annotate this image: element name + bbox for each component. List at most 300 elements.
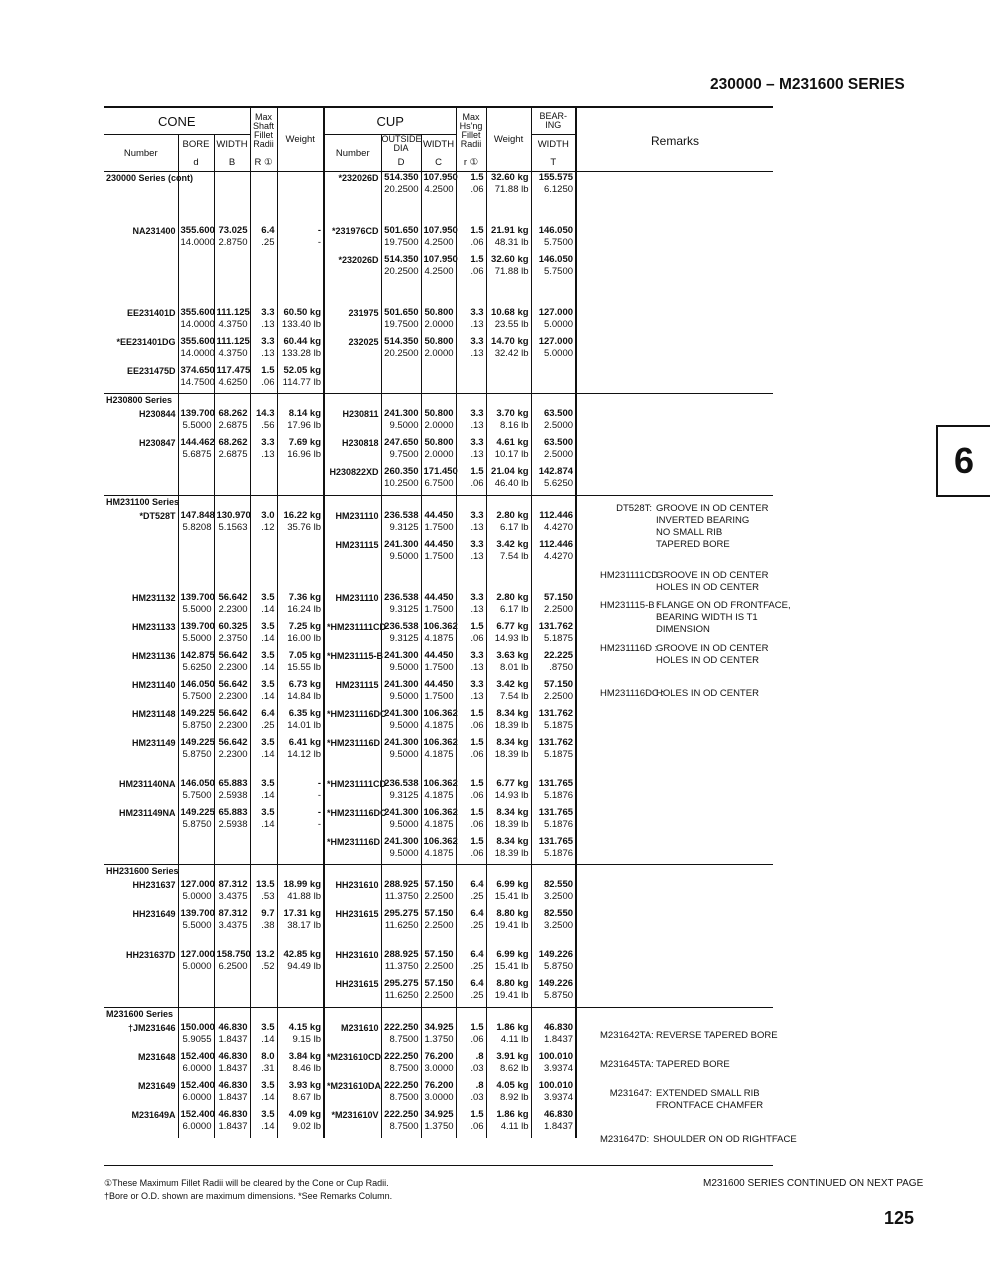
remarks-cell — [576, 836, 773, 865]
table-row — [104, 978, 773, 1007]
housing-radius: .8 .03 — [456, 1080, 486, 1109]
cone-width — [214, 865, 250, 880]
cup-width: 107.950 4.2500 — [421, 254, 456, 283]
cup-weight: 10.68 kg 23.55 lb — [486, 307, 531, 336]
remark-text: FRONTFACE CHAMFER — [656, 1100, 764, 1111]
remark-code: HM231116D : — [600, 643, 658, 654]
outside-dia: 236.538 9.3125 — [381, 510, 421, 539]
cup-weight: 21.91 kg 48.31 lb — [486, 225, 531, 254]
remark-text: INVERTED BEARING — [656, 515, 750, 526]
cone-width — [214, 1007, 250, 1022]
bearing-width: 46.830 1.8437 — [531, 1109, 576, 1138]
cup-number: *M231610V — [324, 1109, 381, 1138]
remark-code: M231647D: — [600, 1134, 650, 1145]
remarks-cell — [576, 307, 773, 336]
bearing-width — [531, 394, 576, 409]
cup-width — [421, 865, 456, 880]
cup-number: H230822XD — [324, 466, 381, 495]
cup-number: HH231615 — [324, 978, 381, 1007]
remark-entry — [600, 570, 772, 594]
bore: 149.225 5.8750 — [178, 708, 214, 737]
cup-weight: 8.34 kg 18.39 lb — [486, 807, 531, 836]
bearing-width: 100.010 3.9374 — [531, 1051, 576, 1080]
shaft-radius — [250, 836, 277, 865]
cone-number: HM231149 — [131, 737, 176, 748]
cone-number: HM231149NA — [118, 807, 176, 818]
housing-radius — [456, 1007, 486, 1022]
housing-radius: 6.4 .25 — [456, 949, 486, 978]
cone-weight — [277, 466, 324, 495]
cone-weight: - - — [277, 778, 324, 807]
page-number: 125 — [884, 1208, 915, 1228]
cone-number: M231649 — [137, 1080, 176, 1091]
table-row — [104, 949, 773, 978]
cone-width — [214, 254, 250, 283]
shaft-radius — [250, 865, 277, 880]
outside-dia: 241.300 9.5000 — [381, 408, 421, 437]
table-row — [104, 172, 773, 201]
remark-code: HM231115-B : — [600, 600, 660, 611]
cone-number — [104, 1007, 178, 1022]
cup-weight: 1.86 kg 4.11 lb — [486, 1022, 531, 1051]
cone-number: HM231132 — [131, 592, 176, 603]
outside-dia: 295.275 11.6250 — [381, 978, 421, 1007]
cup-number: HM231115 — [324, 679, 381, 708]
outside-dia: 222.250 8.7500 — [381, 1109, 421, 1138]
cup-weight — [486, 865, 531, 880]
shaft-radius — [250, 1007, 277, 1022]
shaft-radius: 3.3 .13 — [250, 437, 277, 466]
series-label: M231600 Series — [106, 1008, 174, 1019]
cup-width: 44.450 1.7500 — [421, 510, 456, 539]
shaft-radius: 6.4 .25 — [250, 708, 277, 737]
cone-width: 46.830 1.8437 — [214, 1080, 250, 1109]
remark-entry — [600, 503, 772, 551]
cone-weight: 7.05 kg 15.55 lb — [277, 650, 324, 679]
sym-T: T — [531, 153, 576, 172]
cup-width: 106.362 4.1875 — [421, 807, 456, 836]
cup-weight: 8.80 kg 19.41 lb — [486, 908, 531, 937]
cup-number: HM231110 — [324, 510, 381, 539]
cone-number — [104, 394, 178, 409]
remark-entry — [600, 1134, 797, 1146]
cup-weight: 3.91 kg 8.62 lb — [486, 1051, 531, 1080]
outside-dia: 501.650 19.7500 — [381, 307, 421, 336]
cup-width: 171.450 6.7500 — [421, 466, 456, 495]
shaft-radius — [250, 495, 277, 510]
cone-weight: 42.85 kg 94.49 lb — [277, 949, 324, 978]
shaft-radius: 3.5 .14 — [250, 650, 277, 679]
housing-radius: 6.4 .25 — [456, 879, 486, 908]
table-row — [104, 201, 773, 225]
cup-width: 107.950 4.2500 — [421, 225, 456, 254]
cup-weight: 4.61 kg 10.17 lb — [486, 437, 531, 466]
remark-text: FLANGE ON OD FRONTFACE, — [656, 600, 791, 611]
outside-dia: 260.350 10.2500 — [381, 466, 421, 495]
remarks-cell — [576, 172, 773, 201]
housing-radius: 3.3 .13 — [456, 679, 486, 708]
housing-radius — [456, 365, 486, 394]
bore — [178, 1007, 214, 1022]
bearing-width: 112.446 4.4270 — [531, 510, 576, 539]
remark-text: HOLES IN OD CENTER — [656, 582, 759, 593]
cup-width: 57.150 2.2500 — [421, 949, 456, 978]
cone-weight — [277, 254, 324, 283]
bearing-width — [531, 1007, 576, 1022]
outside-dia: 241.300 9.5000 — [381, 807, 421, 836]
cup-width: 106.362 4.1875 — [421, 621, 456, 650]
outside-dia: 241.300 9.5000 — [381, 708, 421, 737]
remark-code: HM231116DC : — [600, 688, 665, 699]
bearing-width: 131.762 5.1875 — [531, 621, 576, 650]
cup-number — [324, 394, 381, 409]
cup-number: M231610 — [324, 1022, 381, 1051]
cup-number: HM231110 — [324, 592, 381, 621]
cup-width: 44.450 1.7500 — [421, 539, 456, 568]
bore: 149.225 5.8750 — [178, 737, 214, 766]
cone-weight — [277, 836, 324, 865]
cone-number: HM231133 — [131, 621, 176, 632]
shaft-radius — [250, 394, 277, 409]
remark-text: DIMENSION — [656, 624, 710, 635]
footnote-fillet: ①These Maximum Fillet Radii will be cleared by the Cone or Cup Radii. — [104, 1178, 389, 1188]
remark-entry — [600, 600, 791, 636]
housing-radius — [456, 495, 486, 510]
bore: 152.400 6.0000 — [178, 1109, 214, 1138]
sym-d: d — [178, 153, 214, 172]
cup-weight — [486, 365, 531, 394]
housing-radius: 3.3 .13 — [456, 592, 486, 621]
remark-code: DT528T: — [616, 503, 652, 514]
shaft-radius — [250, 172, 277, 201]
housing-radius: 3.3 .13 — [456, 307, 486, 336]
shaft-radius: 3.5 .14 — [250, 1022, 277, 1051]
table-row — [104, 937, 773, 949]
remarks-cell — [576, 437, 773, 466]
cone-width: 56.642 2.2300 — [214, 737, 250, 766]
shaft-radius: 9.7 .38 — [250, 908, 277, 937]
remark-text: HOLES IN OD CENTER — [656, 655, 759, 666]
remarks-cell — [576, 1007, 773, 1022]
outside-dia: 236.538 9.3125 — [381, 592, 421, 621]
cup-number: *HM231116DC — [324, 807, 381, 836]
cone-weight: 16.22 kg 35.76 lb — [277, 510, 324, 539]
bearing-width: 63.500 2.5000 — [531, 437, 576, 466]
housing-radius — [456, 865, 486, 880]
cone-width-header: WIDTH — [214, 135, 250, 154]
housing-radius: 3.3 .13 — [456, 510, 486, 539]
bearing-width — [531, 495, 576, 510]
sym-B: B — [214, 153, 250, 172]
bore — [178, 978, 214, 1007]
bore: 355.600 14.0000 — [178, 225, 214, 254]
remarks-cell — [576, 201, 773, 225]
outside-dia: 241.300 9.5000 — [381, 679, 421, 708]
bottom-rule — [104, 1165, 773, 1166]
outside-dia — [381, 394, 421, 409]
cone-weight: 17.31 kg 38.17 lb — [277, 908, 324, 937]
cone-number-header: Number — [123, 147, 158, 159]
housing-radius: 1.5 .06 — [456, 836, 486, 865]
table-row — [104, 908, 773, 937]
remark-code: M231642TA: — [600, 1030, 654, 1041]
cone-number: HH231649 — [132, 909, 176, 919]
cup-number: *M231610CD — [324, 1051, 381, 1080]
cone-width: 111.125 4.3750 — [214, 336, 250, 365]
cone-weight — [277, 172, 324, 201]
shaft-radius: 3.3 .13 — [250, 307, 277, 336]
cup-number: H230811 — [324, 408, 381, 437]
max-hsng-header: Max Hs'ng Fillet Radii — [456, 107, 486, 153]
cone-number: NA231400 — [132, 225, 176, 236]
cup-weight: 1.86 kg 4.11 lb — [486, 1109, 531, 1138]
cup-number: HH231610 — [324, 949, 381, 978]
remarks-cell — [576, 865, 773, 880]
remarks-cell — [576, 908, 773, 937]
cone-number: H230844 — [138, 409, 176, 419]
cup-number — [324, 365, 381, 394]
bore — [178, 394, 214, 409]
remark-text: GROOVE IN OD CENTER — [656, 503, 769, 514]
cone-number — [104, 836, 178, 865]
table-row — [104, 836, 773, 865]
cup-width — [421, 394, 456, 409]
bore: 142.875 5.6250 — [178, 650, 214, 679]
remarks-cell — [576, 937, 773, 949]
outside-dia: 288.925 11.3750 — [381, 879, 421, 908]
bore — [178, 836, 214, 865]
bore: 146.050 5.7500 — [178, 679, 214, 708]
housing-radius: .8 .03 — [456, 1051, 486, 1080]
bore: 152.400 6.0000 — [178, 1080, 214, 1109]
bore — [178, 539, 214, 568]
series-label: H230800 Series — [106, 395, 173, 405]
shaft-radius: 13.5 .53 — [250, 879, 277, 908]
cup-number: HH231615 — [324, 908, 381, 937]
cone-width: 56.642 2.2300 — [214, 679, 250, 708]
table-row — [104, 408, 773, 437]
cone-weight: 7.69 kg 16.96 lb — [277, 437, 324, 466]
cup-width: 107.950 4.2500 — [421, 172, 456, 201]
housing-radius: 1.5 .06 — [456, 1022, 486, 1051]
cone-weight-header: Weight — [277, 107, 324, 172]
table-row — [104, 879, 773, 908]
cone-weight — [277, 978, 324, 1007]
cup-number: *HM231111CD — [324, 778, 381, 807]
cup-weight: 32.60 kg 71.88 lb — [486, 172, 531, 201]
housing-radius: 3.3 .13 — [456, 336, 486, 365]
outside-dia: 241.300 9.5000 — [381, 650, 421, 679]
cone-width: 56.642 2.2300 — [214, 650, 250, 679]
bore: 144.462 5.6875 — [178, 437, 214, 466]
table-row — [104, 1007, 773, 1022]
cone-weight: 60.50 kg 133.40 lb — [277, 307, 324, 336]
cup-width: 44.450 1.7500 — [421, 679, 456, 708]
cone-number: *DT528T — [139, 510, 176, 521]
table-row — [104, 336, 773, 365]
shaft-radius: 3.0 .12 — [250, 510, 277, 539]
cup-weight: 8.34 kg 18.39 lb — [486, 737, 531, 766]
bore: 355.600 14.0000 — [178, 336, 214, 365]
cone-weight: 4.09 kg 9.02 lb — [277, 1109, 324, 1138]
cup-number: HH231610 — [324, 879, 381, 908]
bore: 139.700 5.5000 — [178, 908, 214, 937]
cup-number-header: Number — [324, 135, 381, 172]
housing-radius: 1.5 .06 — [456, 807, 486, 836]
remarks-cell — [576, 978, 773, 1007]
cone-number: HH231637 — [132, 880, 176, 890]
cone-number: HM231140 — [131, 679, 176, 690]
cone-width — [214, 466, 250, 495]
table-row — [104, 807, 773, 836]
table-row — [104, 394, 773, 409]
cup-weight: 8.80 kg 19.41 lb — [486, 978, 531, 1007]
cup-width: 50.800 2.0000 — [421, 408, 456, 437]
cup-number — [324, 865, 381, 880]
cup-number: *HM231116DC — [324, 708, 381, 737]
remarks-cell — [576, 766, 773, 778]
outside-dia: 222.250 8.7500 — [381, 1080, 421, 1109]
cone-number: HH231637D — [125, 950, 176, 960]
cone-width: 73.025 2.8750 — [214, 225, 250, 254]
cone-weight: - - — [277, 807, 324, 836]
bore: 139.700 5.5000 — [178, 621, 214, 650]
remarks-cell — [576, 394, 773, 409]
cone-width: 65.883 2.5938 — [214, 807, 250, 836]
cup-number: 231975 — [324, 307, 381, 336]
bearing-width — [531, 865, 576, 880]
remark-text: TAPERED BORE — [656, 539, 730, 550]
cone-number: HM231136 — [131, 650, 176, 661]
outside-dia: 514.350 20.2500 — [381, 254, 421, 283]
remark-entry — [600, 688, 772, 700]
housing-radius: 1.5 .06 — [456, 1109, 486, 1138]
outside-dia: 241.300 9.5000 — [381, 539, 421, 568]
cone-weight: 3.93 kg 8.67 lb — [277, 1080, 324, 1109]
cup-number: HM231115 — [324, 539, 381, 568]
cup-weight: 8.34 kg 18.39 lb — [486, 708, 531, 737]
bore: 152.400 6.0000 — [178, 1051, 214, 1080]
cone-width: 65.883 2.5938 — [214, 778, 250, 807]
table-row — [104, 737, 773, 766]
remarks-cell — [576, 365, 773, 394]
cone-width: 87.312 3.4375 — [214, 879, 250, 908]
cup-width: 57.150 2.2500 — [421, 908, 456, 937]
remarks-cell — [576, 778, 773, 807]
bore: 127.000 5.0000 — [178, 949, 214, 978]
bearing-width: 57.150 2.2500 — [531, 592, 576, 621]
cup-weight: 8.34 kg 18.39 lb — [486, 836, 531, 865]
outside-dia: 241.300 9.5000 — [381, 836, 421, 865]
shaft-radius — [250, 978, 277, 1007]
shaft-radius: 3.5 .14 — [250, 679, 277, 708]
table-row — [104, 466, 773, 495]
cup-width — [421, 365, 456, 394]
sym-D: D — [381, 153, 421, 172]
shaft-radius: 3.5 .14 — [250, 737, 277, 766]
cone-number: †JM231646 — [127, 1022, 176, 1033]
shaft-radius: 3.5 .14 — [250, 592, 277, 621]
sym-R: R ① — [250, 153, 277, 172]
remarks-cell — [576, 283, 773, 307]
sym-r: r ① — [456, 153, 486, 172]
remarks-cell — [576, 807, 773, 836]
remark-entry — [600, 1030, 778, 1042]
shaft-radius — [250, 539, 277, 568]
remark-code: HM231111CD : — [600, 570, 664, 581]
shaft-radius — [250, 466, 277, 495]
cone-weight: 7.36 kg 16.24 lb — [277, 592, 324, 621]
cup-number: *232026D — [324, 254, 381, 283]
cone-number — [104, 865, 178, 880]
table-row — [104, 225, 773, 254]
housing-radius: 6.4 .25 — [456, 978, 486, 1007]
cup-number: *HM231111CD — [324, 621, 381, 650]
cup-number: *M231610DA — [324, 1080, 381, 1109]
cup-weight: 4.05 kg 8.92 lb — [486, 1080, 531, 1109]
housing-radius: 1.5 .06 — [456, 737, 486, 766]
cone-weight — [277, 539, 324, 568]
cup-number: *HM231115-B — [324, 650, 381, 679]
shaft-radius: 3.5 .14 — [250, 778, 277, 807]
cone-width — [214, 172, 250, 201]
cone-weight — [277, 495, 324, 510]
remark-text: REVERSE TAPERED BORE — [656, 1030, 778, 1041]
max-shaft-header: Max Shaft Fillet Radii — [250, 107, 277, 153]
cone-width: 68.262 2.6875 — [214, 408, 250, 437]
cup-weight: 6.77 kg 14.93 lb — [486, 778, 531, 807]
remark-text: TAPERED BORE — [656, 1059, 730, 1070]
bearing-width: 131.765 5.1876 — [531, 807, 576, 836]
cup-weight — [486, 495, 531, 510]
cup-number: *231976CD — [324, 225, 381, 254]
bearing-width: 100.010 3.9374 — [531, 1080, 576, 1109]
footnote-bore: †Bore or O.D. shown are maximum dimensions. *See Remarks Column. — [104, 1191, 393, 1201]
cup-number — [324, 495, 381, 510]
bearing-width — [531, 365, 576, 394]
cup-weight: 6.77 kg 14.93 lb — [486, 621, 531, 650]
remarks-cell — [576, 254, 773, 283]
housing-radius: 1.5 .06 — [456, 225, 486, 254]
shaft-radius: 3.3 .13 — [250, 336, 277, 365]
table-row — [104, 307, 773, 336]
table-row — [104, 708, 773, 737]
remark-entry — [600, 643, 772, 667]
shaft-radius: 6.4 .25 — [250, 225, 277, 254]
bearing-width: 46.830 1.8437 — [531, 1022, 576, 1051]
cup-width: 50.800 2.0000 — [421, 336, 456, 365]
housing-radius: 3.3 .13 — [456, 437, 486, 466]
bore: 146.050 5.7500 — [178, 778, 214, 807]
cup-weight: 3.63 kg 8.01 lb — [486, 650, 531, 679]
bearing-width: 63.500 2.5000 — [531, 408, 576, 437]
housing-radius: 1.5 .06 — [456, 778, 486, 807]
cone-width — [214, 539, 250, 568]
outside-dia: 247.650 9.7500 — [381, 437, 421, 466]
outside-dia — [381, 495, 421, 510]
cup-weight: 32.60 kg 71.88 lb — [486, 254, 531, 283]
cone-width: 68.262 2.6875 — [214, 437, 250, 466]
cup-width: 106.362 4.1875 — [421, 737, 456, 766]
housing-radius: 3.3 .13 — [456, 539, 486, 568]
cup-width: 106.362 4.1875 — [421, 836, 456, 865]
bore — [178, 865, 214, 880]
outside-dia: 288.925 11.3750 — [381, 949, 421, 978]
cup-number — [324, 1007, 381, 1022]
table-row — [104, 778, 773, 807]
cup-width: 44.450 1.7500 — [421, 650, 456, 679]
cone-number: H230847 — [138, 438, 176, 448]
